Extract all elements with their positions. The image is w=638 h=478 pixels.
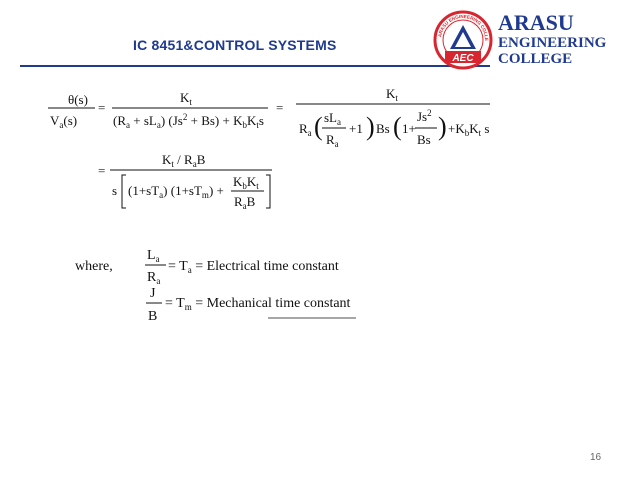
eq1-lhs-numerator: θ(s) <box>68 92 88 107</box>
svg-text:La: $L_a$ <box>147 248 160 264</box>
eq1-mid-numerator: $K_t$ <box>180 90 192 107</box>
svg-text:+1: +1 <box>349 121 363 136</box>
eq1-equals-1: = <box>98 100 106 115</box>
definition-electrical <box>145 248 339 286</box>
eq1-lhs-denominator: $V_a(s)$ <box>50 113 78 130</box>
eq1-rhs-numerator: $K_t$ <box>386 86 398 103</box>
svg-text:= Tm = Mechanical time constan: = $T_m$ = Mechanical time constant <box>165 296 351 312</box>
svg-text:Ra: $R_a$ <box>326 132 339 149</box>
svg-text:B: B <box>148 309 158 324</box>
college-line-2: ENGINEERING <box>498 35 607 51</box>
eq2-equals: = <box>98 163 106 178</box>
course-title: IC 8451&CONTROL SYSTEMS <box>133 37 337 53</box>
college-line-3: COLLEGE <box>498 51 573 67</box>
svg-text:RaB: $R_aB$ <box>234 194 256 211</box>
page-number: 16 <box>590 452 602 463</box>
svg-text:KbKt: $K_bK_t$ <box>233 174 259 191</box>
definition-mechanical <box>146 286 356 324</box>
svg-text:s: s <box>112 183 118 198</box>
svg-text:Ra: $R_a$ <box>147 270 161 286</box>
svg-text:Bs: Bs <box>376 121 390 136</box>
svg-text:): ) <box>366 112 375 141</box>
eq1-rhs-denominator <box>299 108 489 149</box>
logo-abbrev: AEC <box>452 53 474 64</box>
college-line-1: ARASU <box>498 10 574 35</box>
where-label: where, <box>75 259 113 274</box>
logo-arc-text: ARASU ENGINEERING COLLE <box>437 13 490 41</box>
eq2-denominator <box>112 174 270 211</box>
svg-text:): ) <box>438 112 447 141</box>
eq2-numerator: $K_t / R_aB$ <box>162 152 206 169</box>
svg-text:(: ( <box>393 112 402 141</box>
svg-text:sLa: $sL_a$ <box>324 110 341 127</box>
svg-text:(1+sTa) (1+sTm) +: $(1+sT_a) (1+sT_m)$ + <box>128 183 224 200</box>
svg-text:+KbKt s: $+K_bK_t$ s <box>448 121 490 138</box>
svg-text:1+: 1+ <box>402 121 416 136</box>
svg-text:Ra: $R_a$ <box>299 121 312 138</box>
eq1-equals-2: = <box>276 100 284 115</box>
svg-text:J: J <box>150 286 156 301</box>
svg-text:= Ta = Electrical time constan: = $T_a$ = Electrical time constant <box>168 259 339 275</box>
eq1-mid-denominator: $(R_a + sL_a) (Js^2 + Bs) + K_bK_ts$ <box>113 112 264 130</box>
svg-text:Js2: Js$^2$ <box>417 108 432 124</box>
svg-text:Bs: Bs <box>417 132 431 147</box>
svg-text:(: ( <box>314 112 323 141</box>
